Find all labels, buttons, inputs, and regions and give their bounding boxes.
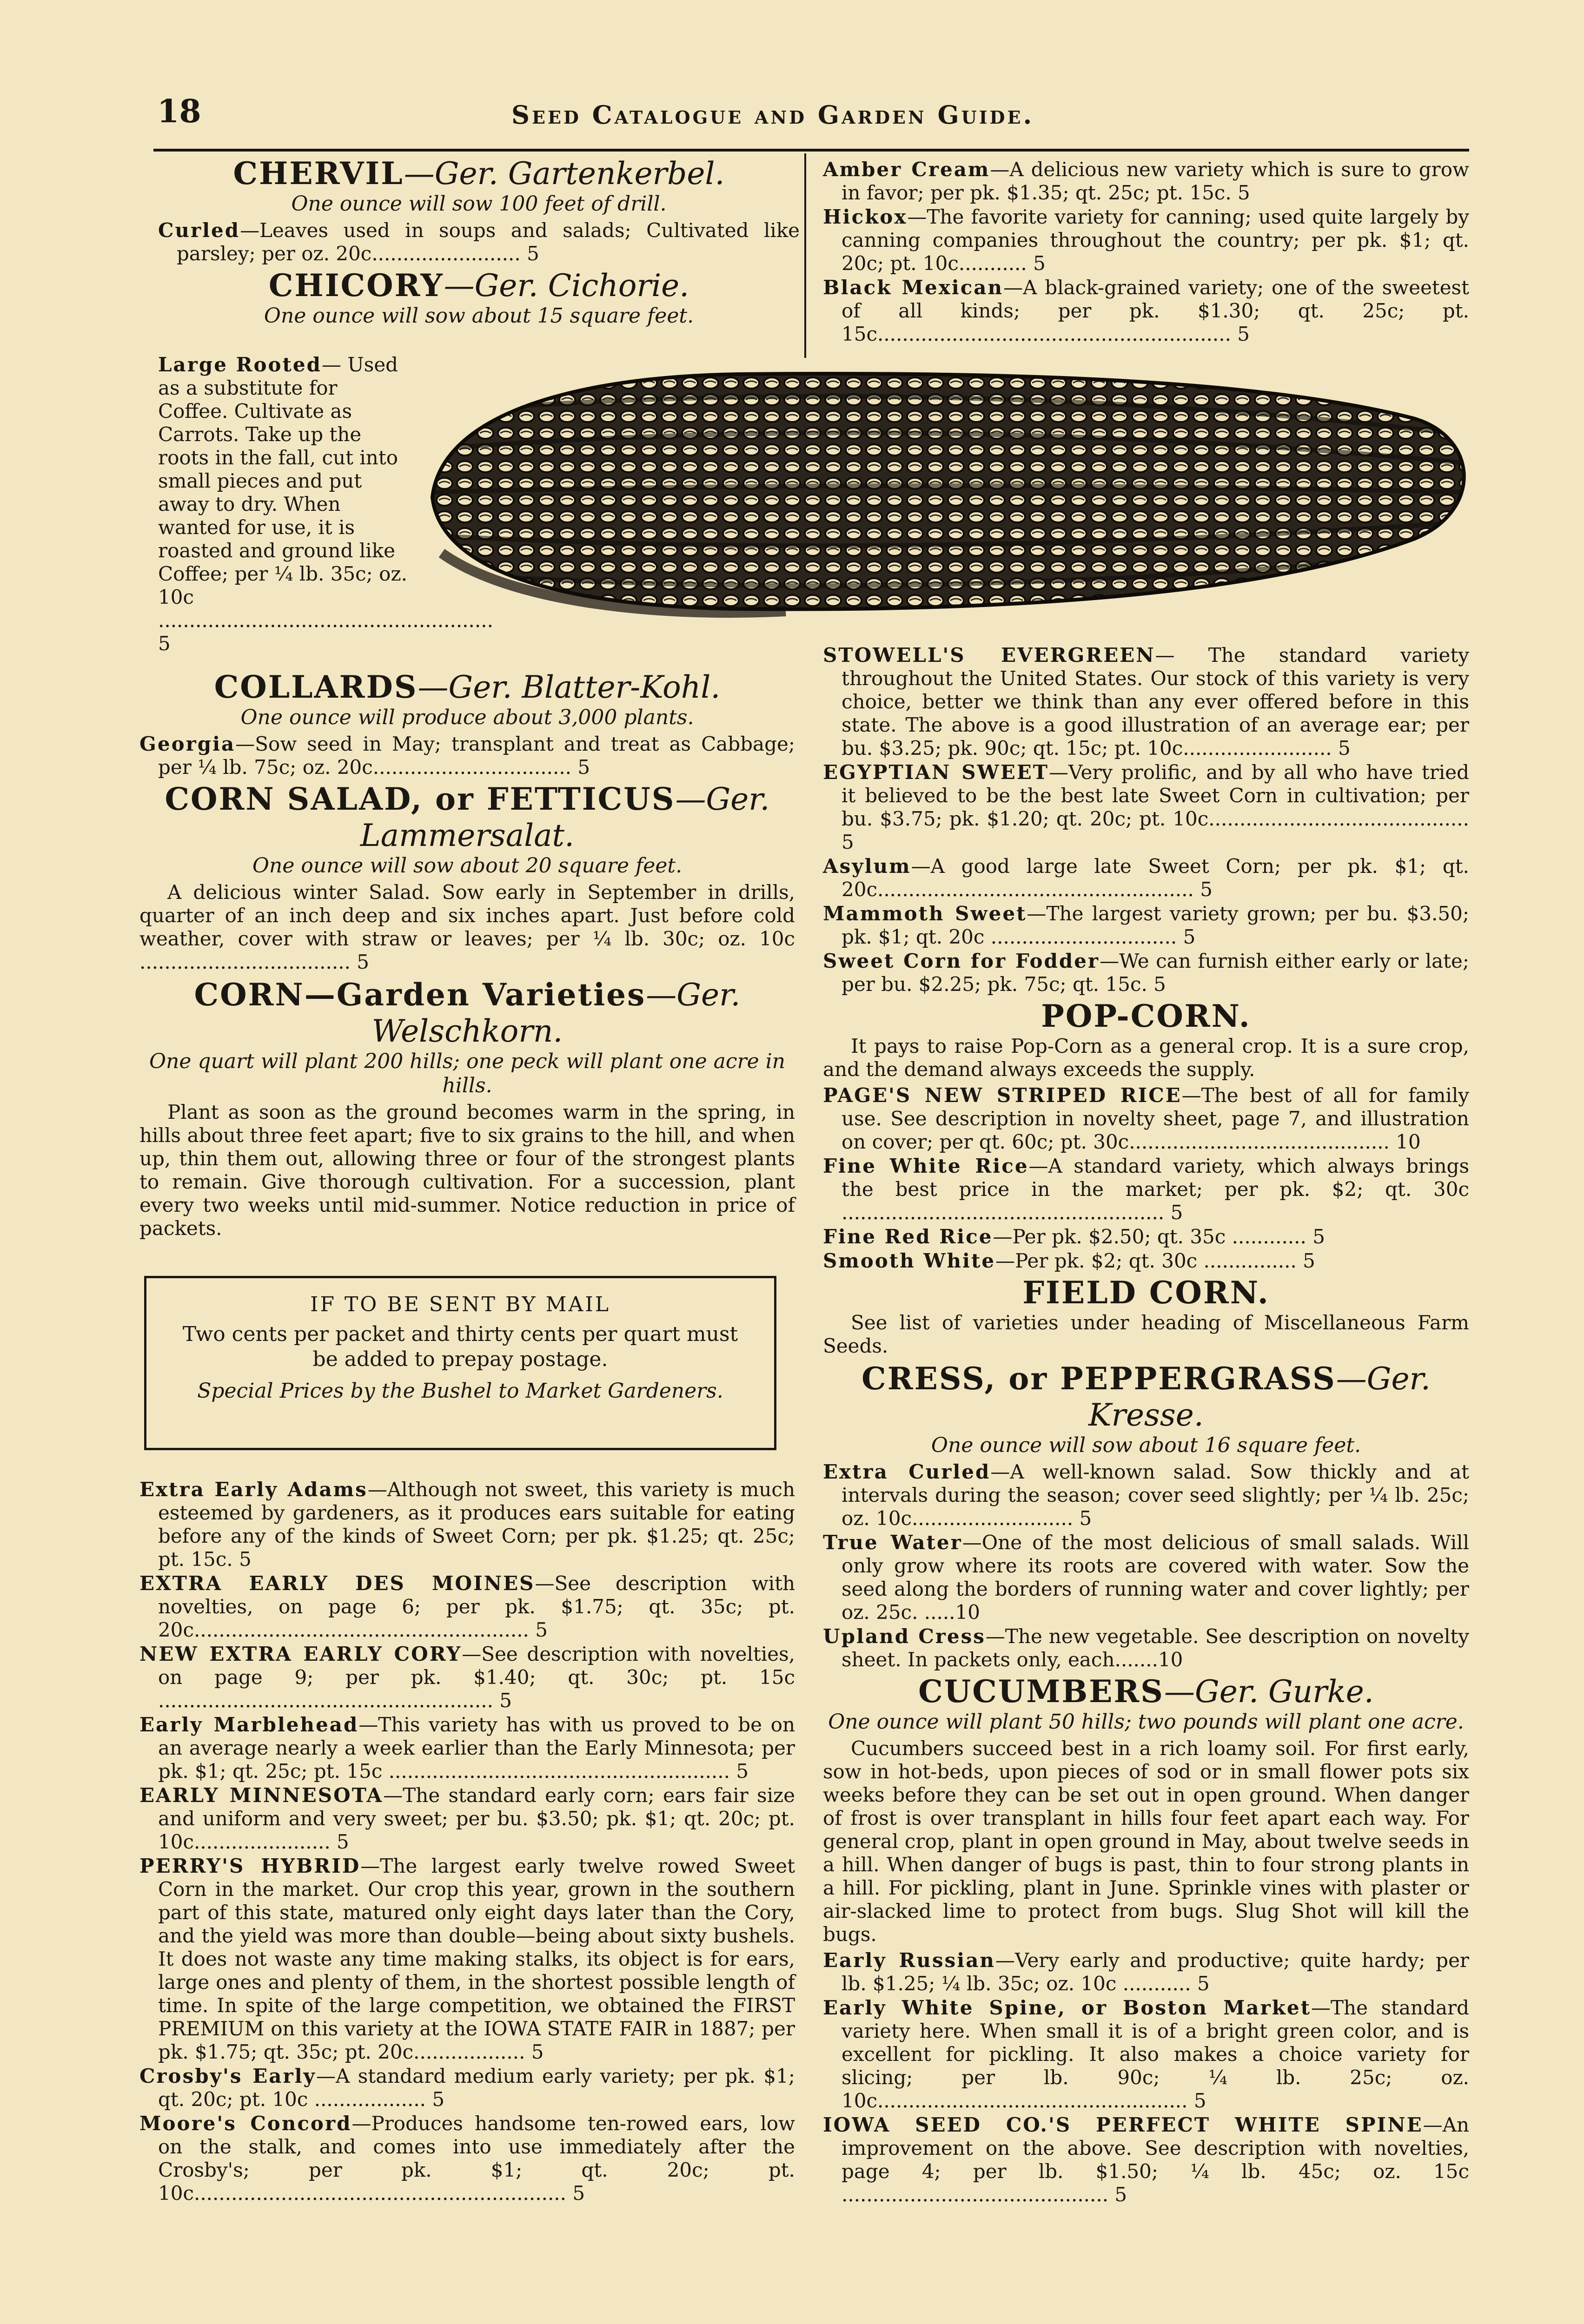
cress-entry <box>823 1625 1469 1671</box>
entry-text: —The new vegetable. See description on novelty sheet. In packets only, each.......10 <box>842 1625 1470 1671</box>
cucumbers-title: CUCUMBERS <box>918 1673 1164 1710</box>
header-rule <box>153 149 1469 152</box>
mail-notice-special: Special Prices by the Bushel to Market Gardeners. <box>197 1379 723 1403</box>
entry-name: True Water <box>823 1531 962 1554</box>
corn-entry <box>823 950 1469 996</box>
cucumbers-german: —Ger. Gurke. <box>1164 1674 1374 1710</box>
entry-text: — Used as a substitute for Coffee. Cultivate as Carrots. Take up the roots in the fall, cut into small pieces and put away to dry. When wanted for use, it is roasted and ground like Coffee; per ¼ lb. 35c; oz. 10c ...................................................... 5 <box>158 353 493 655</box>
mail-notice-box <box>144 1276 776 1450</box>
cucumbers-para: Cucumbers succeed best in a rich loamy soil. For first early, sow in hot-beds, upon pieces of sod or in small flower pots six weeks before they can be set out in open ground. When danger of frost is over transplant in hills four feet apart each way. For general crop, plant in open ground in May, about twelve seeds in a hill. When danger of bugs is past, thin to four strong plants in a hill. For pickling, plant in June. Sprinkle vines with plaster or air-slacked lime to protect from bugs. Slug Shot will kill the bugs. <box>823 1737 1469 1946</box>
entry-name: Amber Cream <box>823 158 990 181</box>
corn-garden-note: One quart will plant 200 hills; one peck will plant one acre in hills. <box>149 1050 786 1097</box>
chervil-entry <box>158 219 800 265</box>
entry-text: —We can furnish either early or late; per bu. $2.25; pk. 75c; qt. 15c. 5 <box>842 950 1469 996</box>
chicory-heading <box>158 267 800 304</box>
cress-german: —Ger. Kresse. <box>1088 1361 1431 1433</box>
entry-text: —A black-grained variety; one of the sweetest of all kinds; per pk. $1.30; qt. 25c; pt. 15c......................................................... 5 <box>842 276 1469 345</box>
popcorn-entry <box>823 1249 1469 1273</box>
entry-name: Georgia <box>139 733 236 755</box>
entry-name: EARLY MINNESOTA <box>139 1784 384 1807</box>
mail-notice-text: Two cents per packet and thirty cents per quart must be added to prepay postage. <box>182 1322 738 1371</box>
mail-notice-title: IF TO BE SENT BY MAIL <box>310 1293 610 1316</box>
cress-heading <box>823 1360 1469 1433</box>
large-rooted-entry <box>158 353 493 655</box>
entry-name: Sweet Corn for Fodder <box>823 950 1100 972</box>
corn-entry <box>139 1855 795 2064</box>
corn-entry <box>823 902 1469 949</box>
field-corn-para: See list of varieties under heading of Miscellaneous Farm Seeds. <box>823 1311 1469 1357</box>
entry-name: IOWA SEED CO.'S PERFECT WHITE SPINE <box>823 2113 1423 2136</box>
chervil-german: —Ger. Gartenkerbel. <box>404 156 725 191</box>
collards-note: One ounce will produce about 3,000 plants. <box>240 706 694 729</box>
entry-text: —Although not sweet, this variety is much esteemed by gardeners, as it produces ears suitable for eating before any of the kinds of Sweet Corn; per pk. $1.25; qt. 25c; pt. 15c. 5 <box>158 1478 795 1571</box>
entry-text: —See description with novelties, on page 9; per pk. $1.40; qt. 30c; pt. 15c ...................................................... 5 <box>158 1643 795 1712</box>
cress-entry <box>823 1460 1469 1530</box>
popcorn-para: It pays to raise Pop-Corn as a general crop. It is a sure crop, and the demand always exceeds the supply. <box>823 1035 1469 1081</box>
entry-text: —A standard variety, which always brings the best price in the market; per pk. $2; qt. 30c .................................................... 5 <box>842 1155 1470 1224</box>
corn-ear-illustration <box>414 358 1474 623</box>
corn-salad-heading <box>139 781 795 854</box>
running-head: Seed Catalogue and Garden Guide. <box>511 100 1034 130</box>
entry-text: — The standard variety throughout the United States. Our stock of this variety is very choice, better we think than any ever offered before in this state. The above is a good illustration of an average ear; per bu. $3.25; pk. 90c; qt. 15c; pt. 10c........................ 5 <box>842 644 1469 759</box>
field-corn-heading <box>823 1274 1469 1311</box>
chicory-title: CHICORY <box>268 267 444 304</box>
entry-text: —A well-known salad. Sow thickly and at intervals during the season; cover seed slightly; per ¼ lb. 25c; oz. 10c.......................... 5 <box>842 1460 1470 1530</box>
entry-text: —A delicious new variety which is sure to grow in favor; per pk. $1.35; qt. 25c; pt. 15c. 5 <box>842 158 1469 204</box>
corn-entry <box>823 158 1469 205</box>
entry-name: Mammoth Sweet <box>823 902 1027 925</box>
corn-salad-para: A delicious winter Salad. Sow early in September in drills, quarter of an inch deep and six inches apart. Just before cold weather, cover with straw or leaves; per ¼ lb. 30c; oz. 10c .................................. 5 <box>139 881 795 973</box>
entry-text: —The favorite variety for canning; used quite largely by canning companies throughout the country; per pk. $1; qt. 20c; pt. 10c........... 5 <box>842 205 1469 275</box>
entry-name: Hickox <box>823 205 908 228</box>
entry-text: —Leaves used in soups and salads; Cultivated like parsley; per oz. 20c........................ 5 <box>177 219 800 265</box>
chervil-title: CHERVIL <box>233 155 404 191</box>
entry-name: PAGE'S NEW STRIPED RICE <box>823 1084 1182 1107</box>
entry-name: Extra Early Adams <box>139 1478 368 1501</box>
corn-entry <box>139 2065 795 2111</box>
entry-text: —See description with novelties, on page 6; per pk. $1.75; qt. 35c; pt. 20c...................................................... 5 <box>158 1572 795 1641</box>
entry-text: —Produces handsome ten-rowed ears, low on the stalk, and comes into use immediately after the Crosby's; per pk. $1; qt. 20c; pt. 10c............................................................ 5 <box>158 2112 795 2205</box>
entry-text: —Per pk. $2; qt. 30c ............... 5 <box>995 1249 1315 1272</box>
entry-name: Moore's Concord <box>139 2112 352 2135</box>
popcorn-entry <box>823 1225 1469 1248</box>
collards-german: —Ger. Blatter-Kohl. <box>418 669 721 705</box>
left-column-bottom <box>139 1478 795 2206</box>
popcorn-entry <box>823 1084 1469 1154</box>
corn-entry <box>139 1713 795 1783</box>
entry-name: Black Mexican <box>823 276 1004 299</box>
entry-name: Early White Spine, or Boston Market <box>823 1996 1311 2019</box>
corn-garden-german: —Ger. Welschkorn. <box>371 977 741 1049</box>
collards-entry <box>139 733 795 779</box>
entry-name: Fine White Rice <box>823 1155 1029 1177</box>
entry-text: —A standard medium early variety; per pk. $1; qt. 20c; pt. 10c .................. 5 <box>158 2065 795 2111</box>
chervil-note: One ounce will sow 100 feet of drill. <box>291 192 667 216</box>
corn-entry <box>823 761 1469 854</box>
corn-entry <box>823 644 1469 760</box>
corn-garden-title: CORN—Garden Varieties <box>194 977 646 1013</box>
corn-entry <box>139 1478 795 1571</box>
entry-name: Smooth White <box>823 1249 996 1272</box>
entry-text: —Very prolific, and by all who have tried it believed to be the best late Sweet Corn in cultivation; per bu. $3.75; pk. $1.20; qt. 20c; pt. 10c.......................................... 5 <box>842 761 1469 853</box>
corn-entry <box>139 1643 795 1712</box>
entry-text: —This variety has with us proved to be on an average nearly a week earlier than the Early Minnesota; per pk. $1; qt. 25c; pt. 15c ....................................................... 5 <box>158 1713 795 1783</box>
left-column-middle <box>139 667 795 1243</box>
entry-name: Curled <box>158 219 240 242</box>
corn-entry <box>139 1784 795 1854</box>
left-column-top <box>158 153 800 331</box>
corn-salad-title: CORN SALAD, or FETTICUS <box>165 781 676 817</box>
corn-entry <box>139 2112 795 2205</box>
cucumber-entry <box>823 2113 1469 2206</box>
entry-name: STOWELL'S EVERGREEN <box>823 644 1155 667</box>
page-number: 18 <box>157 93 201 130</box>
corn-entry <box>823 205 1469 275</box>
entry-text: —The standard variety here. When small it is of a bright green color, and is excellent for pickling. It also makes a choice variety for slicing; per lb. 90c; ¼ lb. 25c; oz. 10c.................................................. 5 <box>842 1996 1469 2112</box>
entry-name: NEW EXTRA EARLY CORY <box>139 1643 462 1665</box>
entry-text: —The standard early corn; ears fair size and uniform and very sweet; per bu. $3.50; pk. $1; qt. 20c; pt. 10c...................... 5 <box>158 1784 795 1853</box>
corn-salad-german: —Ger. Lammersalat. <box>360 781 770 853</box>
cress-title: CRESS, or PEPPERGRASS <box>862 1360 1336 1397</box>
corn-garden-para: Plant as soon as the ground becomes warm in the spring, in hills about three feet apart; five to six grains to the hill, and when up, thin them out, allowing three or four of the strongest plants to remain. Give thorough cultivation. For a succession, plant every two weeks until mid-summer. Notice reduction in price of packets. <box>139 1101 795 1240</box>
cress-entry <box>823 1531 1469 1624</box>
right-column-top <box>823 158 1469 347</box>
corn-entry <box>823 855 1469 901</box>
column-divider <box>804 153 806 358</box>
right-column-main <box>823 644 1469 2207</box>
cress-note: One ounce will sow about 16 square feet. <box>931 1433 1361 1457</box>
entry-name: Large Rooted <box>158 353 322 376</box>
entry-name: Upland Cress <box>823 1625 986 1648</box>
entry-name: EGYPTIAN SWEET <box>823 761 1049 784</box>
entry-text: —Per pk. $2.50; qt. 35c ............ 5 <box>993 1225 1325 1248</box>
popcorn-title: POP-CORN. <box>1041 998 1251 1034</box>
entry-name: EXTRA EARLY DES MOINES <box>139 1572 535 1595</box>
entry-name: Asylum <box>823 855 911 878</box>
entry-text: —Very early and productive; quite hardy; per lb. $1.25; ¼ lb. 35c; oz. 10c ........... 5 <box>842 1949 1470 1995</box>
cucumber-entry <box>823 1996 1469 2113</box>
entry-text: —The largest early twelve rowed Sweet Corn in the market. Our crop this year, grown in the southern part of this state, matured only eight days later than the Cory, and the yield was more than double—being about sixty bushels. It does not waste any time making stalks, its object is for ears, large ones and plenty of them, in the shortest possible length of time. In spite of the large competition, we obtained the FIRST PREMIUM on this variety at the IOWA STATE FAIR in 1887; per pk. $1.75; qt. 35c; pt. 20c.................. 5 <box>158 1855 795 2063</box>
chicory-german: —Ger. Cichorie. <box>444 268 689 304</box>
entry-name: Fine Red Rice <box>823 1225 993 1248</box>
entry-text: —The best of all for family use. See description in novelty sheet, page 7, and illustration on cover; per qt. 60c; pt. 30c.......................................... 10 <box>842 1084 1469 1153</box>
popcorn-entry <box>823 1155 1469 1224</box>
entry-name: Extra Curled <box>823 1460 991 1483</box>
collards-heading <box>139 669 795 706</box>
entry-text: —An improvement on the above. See description with novelties, page 4; per lb. $1.50; ¼ lb. 45c; oz. 15c ........................................... 5 <box>842 2113 1469 2206</box>
field-corn-title: FIELD CORN. <box>1022 1274 1270 1311</box>
corn-garden-heading <box>139 977 795 1050</box>
entry-text: —One of the most delicious of small salads. Will only grow where its roots are covered with water. Sow the seed along the borders of running water and cover lightly; per oz. 25c. .....10 <box>842 1531 1470 1624</box>
chervil-heading <box>158 155 800 192</box>
cucumber-entry <box>823 1949 1469 1995</box>
entry-name: PERRY'S HYBRID <box>139 1855 361 1877</box>
cucumbers-note: One ounce will plant 50 hills; two pounds will plant one acre. <box>828 1710 1464 1734</box>
collards-title: COLLARDS <box>214 669 418 705</box>
corn-entry <box>139 1572 795 1642</box>
popcorn-heading <box>823 998 1469 1035</box>
entry-text: —The largest variety grown; per bu. $3.50; pk. $1; qt. 20c .............................. 5 <box>842 902 1469 948</box>
chicory-note: One ounce will sow about 15 square feet. <box>264 304 694 328</box>
entry-text: —A good large late Sweet Corn; per pk. $1; qt. 20c................................................... 5 <box>842 855 1469 901</box>
corn-salad-note: One ounce will sow about 20 square feet. <box>252 854 683 878</box>
corn-entry <box>823 276 1469 346</box>
entry-name: Early Russian <box>823 1949 995 1972</box>
entry-name: Early Marblehead <box>139 1713 359 1736</box>
entry-text: —Sow seed in May; transplant and treat as Cabbage; per ¼ lb. 75c; oz. 20c................................ 5 <box>158 733 795 779</box>
entry-name: Crosby's Early <box>139 2065 316 2087</box>
cucumbers-heading <box>823 1673 1469 1710</box>
